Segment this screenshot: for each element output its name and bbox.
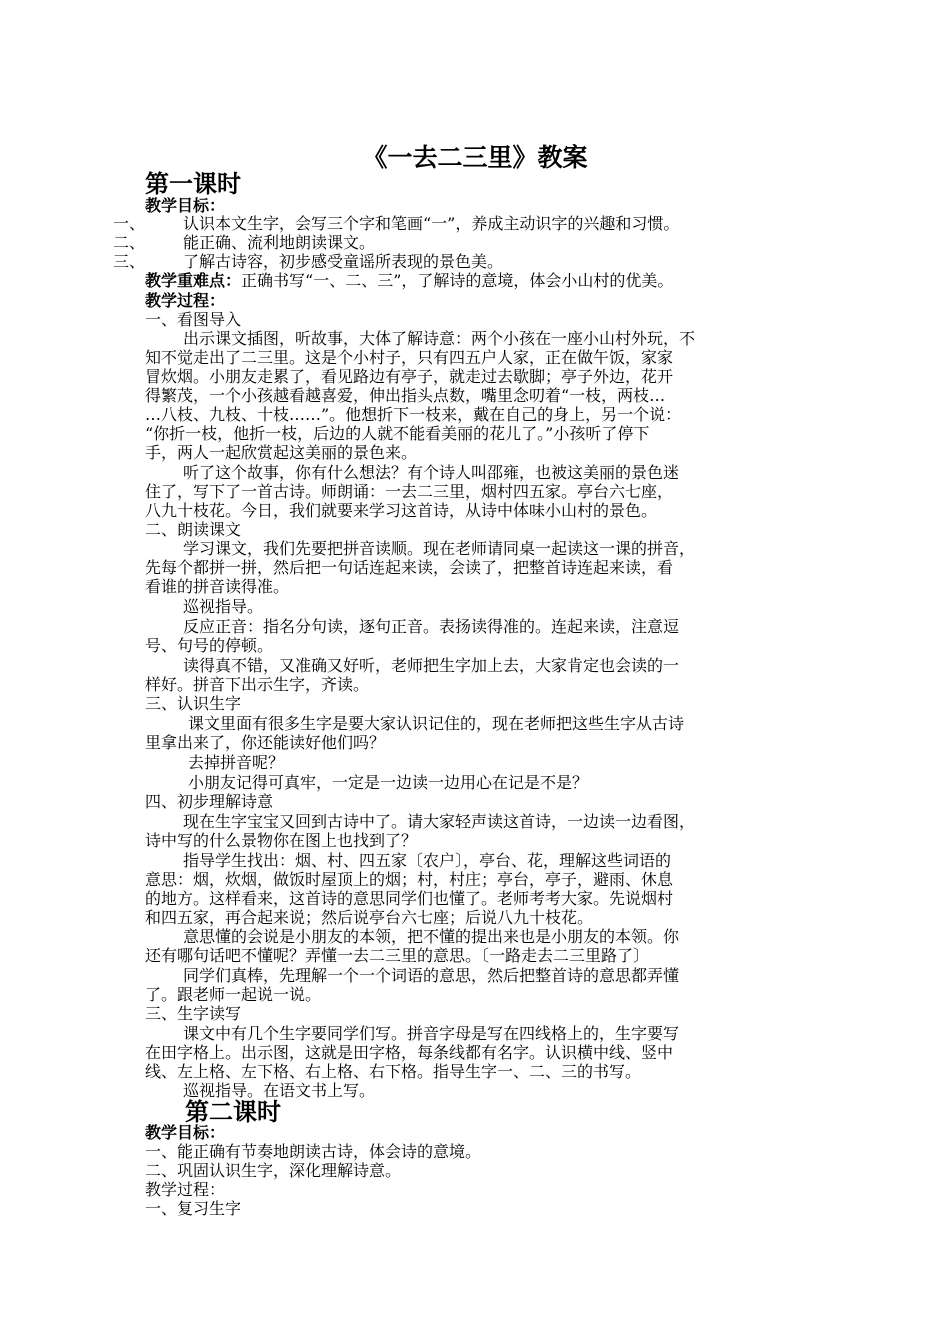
s4-p2-line-4: 和四五家，再合起来说；然后说亭台六七座；后说八九十枝花。: [145, 908, 594, 927]
lesson1-process-label: 教学过程：: [145, 291, 226, 310]
goal-2-number: 二、: [113, 233, 146, 252]
s3-p1-line-1: 课文里面有很多生字是要大家认识记住的，现在老师把这些生字从古诗: [188, 714, 685, 733]
s4-p3-line-2: 还有哪句话吧不懂呢？弄懂一去二三里的意思。〔一路走去二三里路了〕: [145, 946, 650, 965]
s4-p2-line-3: 的地方。这样看来，这首诗的意思同学们也懂了。老师考考大家。先说烟村: [145, 889, 674, 908]
s5-p2: 巡视指导。在语文书上写。: [183, 1081, 376, 1100]
s3-p2: 去掉拼音呢？: [188, 753, 285, 772]
goal-2-text: 能正确、流利地朗读课文。: [183, 233, 376, 252]
difficulty-label: 教学重难点：: [145, 271, 242, 290]
difficulty-line: [145, 271, 673, 291]
s2-p1-line-2: 先每个都拼一拼，然后把一句话连起来读，会读了，把整首诗连起来读，看: [145, 558, 674, 577]
lesson2-goals-label: 教学目标：: [145, 1123, 226, 1142]
s2-p1-line-3: 看谁的拼音读得准。: [145, 577, 290, 596]
s5-p1-line-3: 线、左上格、左下格、右上格、右下格。指导生字一、二、三的书写。: [145, 1062, 642, 1081]
s5-p1-line-1: 课文中有几个生字要同学们写。拼音字母是写在四线格上的，生字要写: [183, 1024, 680, 1043]
s1-p1-line-7: 手，两人一起欣赏起这美丽的景色来。: [145, 443, 418, 462]
s1-p1-line-1: 出示课文插图，听故事，大体了解诗意：两个小孩在一座小山村外玩，不: [183, 329, 696, 348]
s1-p2-line-1: 听了这个故事，你有什么想法？有个诗人叫邵雍，也被这美丽的景色迷: [183, 463, 680, 482]
document-title: 《一去二三里》教案: [362, 143, 588, 172]
section-4-heading: 四、初步理解诗意: [145, 792, 274, 811]
s1-p1-line-5: …八枝、九枝、十枝……”。他想折下一枝来，戴在自己的身上，另一个说：: [145, 405, 682, 424]
s3-p3: 小朋友记得可真牢，一定是一边读一边用心在记是不是？: [188, 773, 589, 792]
section-5-heading: 三、生字读写: [145, 1004, 242, 1023]
s1-p1-line-2: 知不觉走出了二三里。这是个小村子，只有四五户人家，正在做午饭，家家: [145, 348, 674, 367]
s2-p2: 巡视指导。: [183, 597, 264, 616]
s2-p3-line-1: 反应正音：指名分句读，逐句正音。表扬读得准的。连起来读，注意逗: [183, 617, 680, 636]
s3-p1-line-2: 里拿出来了，你还能读好他们吗？: [145, 733, 386, 752]
s2-p1-line-1: 学习课文，我们先要把拼音读顺。现在老师请同桌一起读这一课的拼音，: [183, 539, 696, 558]
section-3-heading: 三、认识生字: [145, 694, 242, 713]
s5-p1-line-2: 在田字格上。出示图，这就是田字格，每条线都有名字。认识横中线、竖中: [145, 1043, 674, 1062]
lesson2-heading: 第二课时: [185, 1098, 281, 1126]
s1-p2-line-2: 住了，写下了一首古诗。师朗诵：一去二三里，烟村四五家。亭台六七座，: [145, 482, 674, 501]
lesson2-goal-1: 一、能正确有节奏地朗读古诗，体会诗的意境。: [145, 1142, 482, 1161]
s1-p1-line-3: 冒炊烟。小朋友走累了，看见路边有亭子，就走过去歇脚；亭子外边，花开: [145, 367, 674, 386]
s4-p2-line-1: 指导学生找出：烟、村、四五家〔农户〕，亭台、花，理解这些词语的: [183, 851, 672, 870]
lesson2-process-label: 教学过程：: [145, 1180, 226, 1199]
s2-p4-line-2: 样好。拼音下出示生字，齐读。: [145, 675, 370, 694]
lesson1-heading: 第一课时: [145, 170, 241, 198]
s4-p2-line-2: 意思：烟，炊烟，做饭时屋顶上的烟；村，村庄；亭台，亭子，避雨、休息: [145, 870, 674, 889]
goal-3-text: 了解古诗容，初步感受童谣所表现的景色美。: [183, 252, 504, 271]
s4-p1-line-1: 现在生字宝宝又回到古诗中了。请大家轻声读这首诗，一边读一边看图，: [183, 812, 696, 831]
s1-p1-line-4: 得繁茂，一个小孩越看越喜爱，伸出指头点数，嘴里念叨着“一枝，两枝…: [145, 386, 666, 405]
s4-p4-line-1: 同学们真棒，先理解一个一个词语的意思，然后把整首诗的意思都弄懂: [183, 966, 680, 985]
lesson2-goal-2: 二、巩固认识生字，深化理解诗意。: [145, 1161, 402, 1180]
lesson2-section-1-heading: 一、复习生字: [145, 1199, 242, 1218]
s1-p2-line-3: 八九十枝花。今日，我们就要来学习这首诗，从诗中体味小山村的景色。: [145, 501, 658, 520]
difficulty-text: 正确书写“一、二、三”，了解诗的意境，体会小山村的优美。: [241, 271, 674, 290]
goal-1-text: 认识本文生字，会写三个字和笔画“一”，养成主动识字的兴趣和习惯。: [183, 214, 680, 233]
s2-p3-line-2: 号、句号的停顿。: [145, 636, 274, 655]
goal-1-number: 一、: [113, 214, 146, 233]
goal-3-number: 三、: [113, 252, 146, 271]
s2-p4-line-1: 读得真不错，又准确又好听，老师把生字加上去，大家肯定也会读的一: [183, 656, 680, 675]
s1-p1-line-6: “你折一枝，他折一枝，后边的人就不能看美丽的花儿了。”小孩听了停下: [145, 424, 650, 443]
s4-p3-line-1: 意思懂的会说是小朋友的本领，把不懂的提出来也是小朋友的本领。你: [183, 927, 680, 946]
s4-p4-line-2: 了。跟老师一起说一说。: [145, 985, 322, 1004]
section-2-heading: 二、朗读课文: [145, 520, 242, 539]
s4-p1-line-2: 诗中写的什么景物你在图上也找到了？: [145, 831, 418, 850]
lesson1-goals-label: 教学目标：: [145, 196, 226, 215]
section-1-heading: 一、看图导入: [145, 310, 242, 329]
